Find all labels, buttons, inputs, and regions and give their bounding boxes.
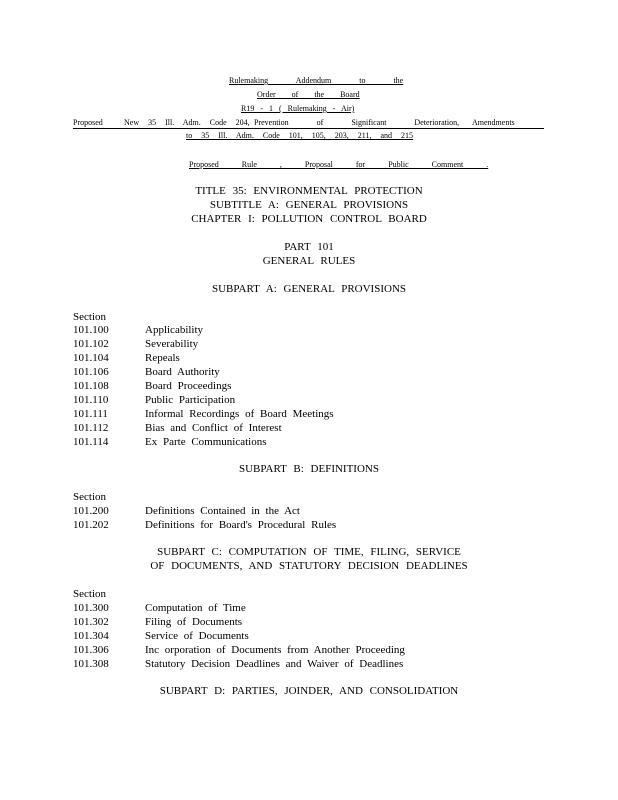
section-number: 101.114 <box>73 436 109 448</box>
subpart-b-section-list <box>73 504 336 532</box>
header-line-6 <box>189 160 488 170</box>
list-item <box>73 393 334 407</box>
section-number: 101.300 <box>73 602 109 614</box>
list-item <box>73 435 334 449</box>
header-new-ref-text: New 35 Ill. Adm. Code 204, <box>124 118 250 127</box>
list-item <box>73 323 334 337</box>
section-title: Computation of Time <box>145 602 246 614</box>
section-label: Section <box>73 588 106 600</box>
section-title: Filing of Documents <box>145 616 243 628</box>
section-number: 101.304 <box>73 630 109 642</box>
header-line-3-text: R19 - 1 ( Rulemaking - Air) <box>241 104 355 113</box>
header-line-3 <box>241 104 354 114</box>
section-number: 101.302 <box>73 616 109 628</box>
section-title: Informal Recordings of Board Meetings <box>145 408 334 420</box>
header-line-2-text: Order of the Board <box>257 90 360 99</box>
subpart-c-section-list <box>73 601 405 671</box>
list-item <box>73 379 334 393</box>
section-number: 101.111 <box>73 408 108 420</box>
section-title: Definitions Contained in the Act <box>145 505 300 517</box>
section-title: Applicability <box>145 324 204 336</box>
section-number: 101.306 <box>73 644 109 656</box>
section-title: Inc orporation of Documents from Another Proceeding <box>145 644 405 656</box>
subpart-c-heading-line-2: OF DOCUMENTS, AND STATUTORY DECISION DEADLINES <box>150 560 468 572</box>
header-line-5-text: to 35 Ill. Adm. Code 101, 105, 203, 211, and 215 <box>186 131 414 140</box>
list-item <box>73 337 334 351</box>
section-number: 101.106 <box>73 366 109 378</box>
header-line-6-text: Proposed Rule , Proposal for Public Comment . <box>189 160 489 169</box>
header-new-ref <box>124 118 250 128</box>
subpart-c-heading-line-1: SUBPART C: COMPUTATION OF TIME, FILING, SERVICE <box>157 546 461 558</box>
section-number: 101.112 <box>73 422 109 434</box>
header-line-5 <box>186 131 413 141</box>
header-prevention-text: Prevention of Significant Deterioration, <box>254 118 460 127</box>
title-line: TITLE 35: ENVIRONMENTAL PROTECTION <box>195 185 423 197</box>
part-name: GENERAL RULES <box>262 255 356 267</box>
subpart-a-heading: SUBPART A: GENERAL PROVISIONS <box>212 283 406 295</box>
header-proposed <box>73 118 103 128</box>
list-item <box>73 601 405 615</box>
section-number: 101.108 <box>73 380 109 392</box>
subtitle-line: SUBTITLE A: GENERAL PROVISIONS <box>209 199 409 211</box>
list-item <box>73 351 334 365</box>
section-title: Board Proceedings <box>145 380 232 392</box>
list-item <box>73 615 405 629</box>
list-item <box>73 407 334 421</box>
section-label: Section <box>73 311 106 323</box>
list-item <box>73 504 336 518</box>
section-title: Bias and Conflict of Interest <box>145 422 282 434</box>
list-item <box>73 629 405 643</box>
section-title: Public Participation <box>145 394 236 406</box>
list-item <box>73 518 336 532</box>
section-number: 101.102 <box>73 338 109 350</box>
section-number: 101.110 <box>73 394 109 406</box>
header-amendments <box>472 118 515 128</box>
section-title: Statutory Decision Deadlines and Waiver of Deadlines <box>145 658 404 670</box>
section-title: Ex Parte Communications <box>145 436 267 448</box>
section-title: Board Authority <box>145 366 220 378</box>
part-number: PART 101 <box>284 241 334 253</box>
list-item <box>73 365 334 379</box>
header-line-1 <box>229 76 403 86</box>
subpart-d-heading: SUBPART D: PARTIES, JOINDER, AND CONSOLIDATION <box>159 685 459 697</box>
section-title: Severability <box>145 338 199 350</box>
section-number: 101.308 <box>73 658 109 670</box>
list-item <box>73 657 405 671</box>
section-title: Definitions for Board's Procedural Rules <box>145 519 337 531</box>
header-line-2 <box>257 90 360 100</box>
section-label: Section <box>73 491 106 503</box>
header-line-1-text: Rulemaking Addendum to the <box>229 76 404 85</box>
chapter-line: CHAPTER I: POLLUTION CONTROL BOARD <box>191 213 427 225</box>
list-item <box>73 421 334 435</box>
section-title: Service of Documents <box>145 630 249 642</box>
header-proposed-text: Proposed <box>73 118 103 127</box>
section-number: 101.200 <box>73 505 109 517</box>
section-number: 101.202 <box>73 519 109 531</box>
section-number: 101.104 <box>73 352 109 364</box>
header-prevention <box>254 118 459 128</box>
section-number: 101.100 <box>73 324 109 336</box>
section-title: Repeals <box>145 352 180 364</box>
header-amendments-text: Amendments <box>472 118 515 127</box>
header-underline-rule <box>73 128 544 129</box>
subpart-a-section-list <box>73 323 334 449</box>
subpart-b-heading: SUBPART B: DEFINITIONS <box>239 463 379 475</box>
list-item <box>73 643 405 657</box>
